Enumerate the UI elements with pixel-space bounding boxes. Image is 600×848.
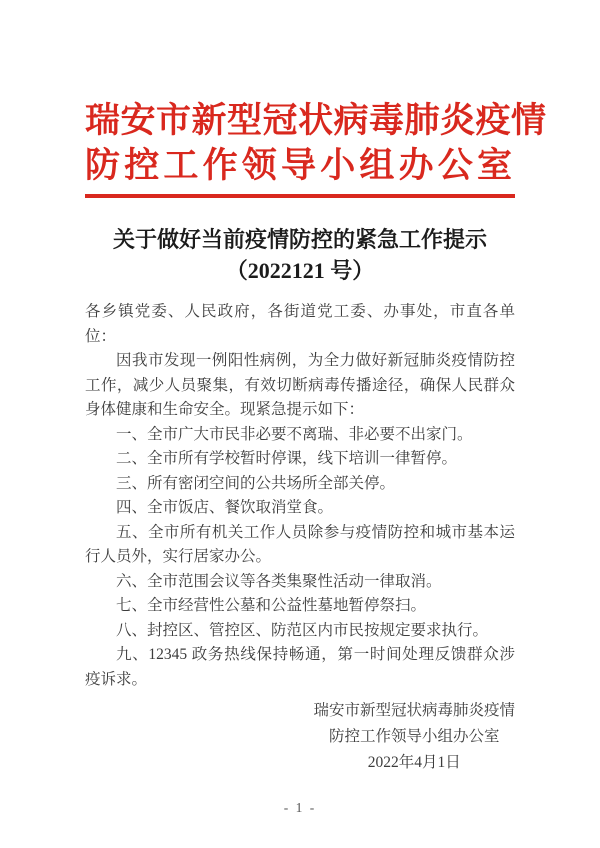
document-content: [85, 0, 547, 816]
letterhead: [85, 98, 547, 188]
list-item: 九、12345 政务热线保持畅通，第一时间处理反馈群众涉疫诉求。: [85, 646, 515, 688]
list-item: 七、全市经营性公墓和公益性墓地暂停祭扫。: [116, 597, 427, 614]
page-number: - 1 -: [283, 800, 317, 815]
list-item: 二、全市所有学校暂时停课，线下培训一律暂停。: [116, 450, 458, 467]
document-title-line-1: 关于做好当前疫情防控的紧急工作提示: [112, 227, 487, 252]
document-number: （2022121 号）: [225, 258, 375, 283]
list-item: 八、封控区、管控区、防范区内市民按规定要求执行。: [116, 621, 489, 639]
letterhead-line-2: 防控工作领导小组办公室: [85, 146, 515, 185]
document-title: [85, 224, 515, 286]
salutation: 各乡镇党委、人民政府，各街道党工委、办事处，市直各单位：: [85, 303, 515, 345]
signature-date: 2022年4月1日: [367, 754, 461, 771]
signature-org-line-1: 瑞安市新型冠状病毒肺炎疫情: [313, 702, 515, 719]
list-item: 六、全市范围会议等各类集聚性活动一律取消。: [116, 572, 442, 590]
signature-block: [313, 698, 515, 776]
signature-org-line-2: 防控工作领导小组办公室: [328, 728, 500, 745]
letterhead-line-1: 瑞安市新型冠状病毒肺炎疫情: [85, 101, 547, 140]
document-body: [85, 300, 515, 692]
list-item: 三、所有密闭空间的公共场所全部关停。: [116, 474, 396, 492]
intro-paragraph: 因我市发现一例阳性病例，为全力做好新冠肺炎疫情防控工作，减少人员聚集，有效切断病毒传播途径，确保人民群众身体健康和生命安全。现紧急提示如下：: [85, 352, 515, 418]
list-item: 五、全市所有机关工作人员除参与疫情防控和城市基本运行人员外，实行居家办公。: [85, 523, 515, 565]
list-item: 四、全市饭店、餐饮取消堂食。: [116, 499, 334, 516]
letterhead-divider-rule: [85, 194, 515, 198]
list-item: 一、全市广大市民非必要不离瑞、非必要不出家门。: [116, 425, 473, 443]
